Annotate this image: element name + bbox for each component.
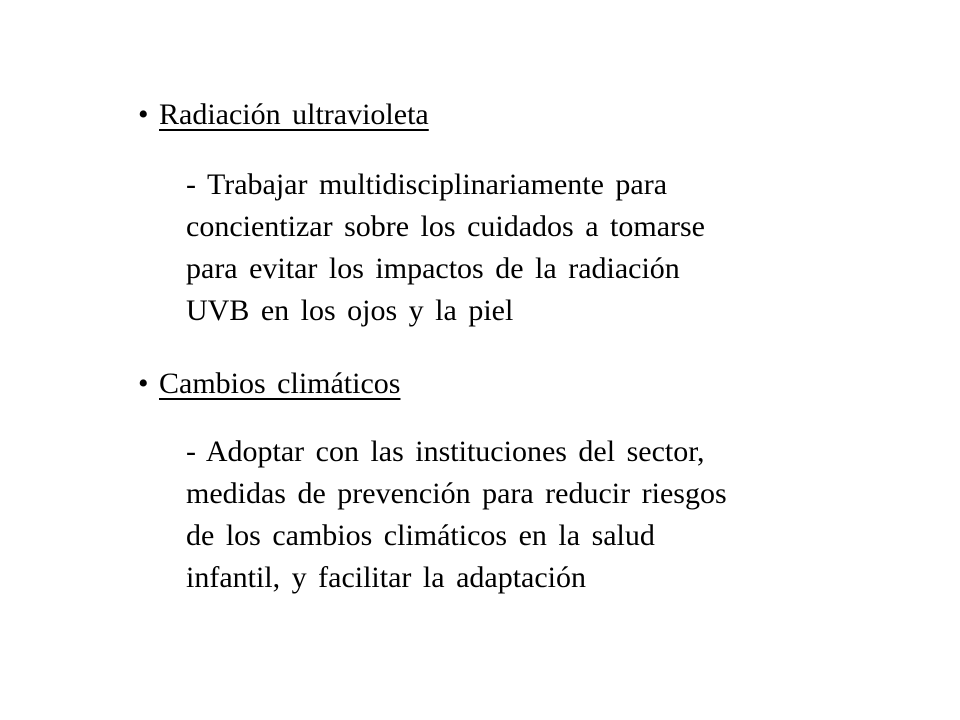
- description-line: para evitar los impactos de la radiación: [186, 252, 680, 285]
- description-line: de los cambios climáticos en la salud: [186, 519, 655, 552]
- topic-heading: Cambios climáticos: [159, 367, 401, 400]
- description-line: medidas de prevención para reducir riesgos: [186, 477, 727, 510]
- description-line: infantil, y facilitar la adaptación: [186, 561, 586, 594]
- bullet-marker: •: [138, 367, 149, 400]
- description-line: UVB en los ojos y la piel: [186, 294, 514, 327]
- topic-radiacion-ultravioleta: [138, 97, 429, 133]
- topic-description: [186, 431, 727, 599]
- description-line: concientizar sobre los cuidados a tomarse: [186, 210, 705, 243]
- description-line: - Trabajar multidisciplinariamente para: [186, 168, 668, 201]
- bullet-marker: •: [138, 98, 149, 131]
- topic-description: [186, 164, 705, 332]
- topic-cambios-climaticos: [138, 366, 400, 402]
- topic-heading: Radiación ultravioleta: [159, 98, 429, 131]
- description-line: - Adoptar con las instituciones del sector,: [186, 435, 705, 468]
